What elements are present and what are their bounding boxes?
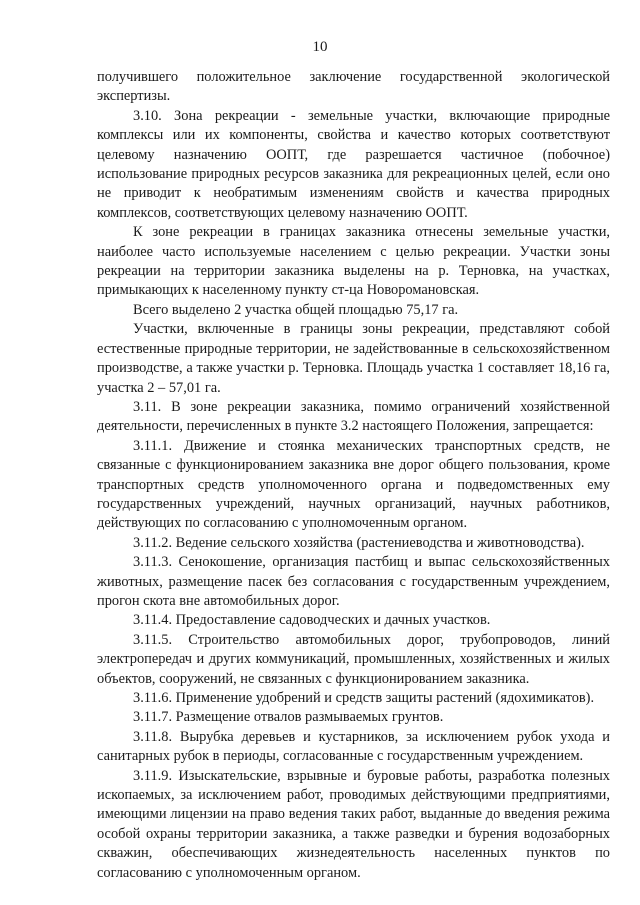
paragraph-recreation-zone-lands: К зоне рекреации в границах заказника отнесены земельные участки, наиболее часто используемые населением с целью рекреации. Участки зоны рекреации на территории заказника выделены на р. Терновка, на участках, примыкающих к населенному пункту ст-ца Новоромановская. — [97, 224, 610, 299]
paragraph-3-11-prohibitions: 3.11. В зоне рекреации заказника, помимо ограничений хозяйственной деятельности, перечисленных в пункте 3.2 настоящего Положения, запрещается: — [97, 398, 610, 435]
paragraph-3-11-1: 3.11.1. Движение и стоянка механических транспортных средств, не связанные с функционированием заказника вне дорог общего пользования, кроме транспортных средств уполномоченного органа и подведомственных ему государственных учреждений, научных организаций, научных работников, действующих по согласованию с уполномоченным органом. — [97, 437, 610, 532]
paragraph-3-11-9: 3.11.9. Изыскательские, взрывные и буровые работы, разработка полезных ископаемых, за исключением работ, проводимых действующими предприятиями, имеющими лицензии на право ведения таких работ, выданные до введения режима особой охраны территории заказника, а также разведки и бурения водозаборных скважин, обеспечивающих жизнедеятельность населенных пунктов по согласованию с уполномоченным органом. — [97, 767, 610, 881]
paragraph-3-11-7: 3.11.7. Размещение отвалов размываемых грунтов. — [133, 709, 444, 726]
page-number: 10 — [312, 39, 328, 55]
paragraph-3-11-6: 3.11.6. Применение удобрений и средств защиты растений (ядохимикатов). — [133, 690, 595, 706]
paragraph-continuation: получившего положительное заключение государственной экологической экспертизы. — [97, 69, 610, 105]
paragraph-3-11-3: 3.11.3. Сенокошение, организация пастбищ и выпас сельскохозяйственных животных, размещение пасек без согласования с государственным учреждением, прогон скота вне автомобильных дорог. — [97, 554, 610, 609]
document-body — [97, 68, 610, 883]
paragraph-3-10-recreation-zone: 3.10. Зона рекреации - земельные участки, включающие природные комплексы или их компоненты, свойства и качество которых соответствуют целевому назначению ООПТ, где разрешается частичное (побочное) использование природных ресурсов заказника для рекреационных целей, если оно не приводит к необратимым изменениям свойств и качества природных комплексов, соответствующих целевому назначению ООПТ. — [97, 107, 610, 221]
paragraph-plots-description: Участки, включенные в границы зоны рекреации, представляют собой естественные природные территории, не задействованные в сельскохозяйственном производстве, а также участки р. Терновка. Площадь участка 1 составляет 18,16 га, участка 2 – 57,01 га. — [97, 321, 610, 396]
paragraph-3-11-4: 3.11.4. Предоставление садоводческих и дачных участков. — [133, 612, 491, 629]
paragraph-3-11-5: 3.11.5. Строительство автомобильных дорог, трубопроводов, линий электропередач и других коммуникаций, промышленных, хозяйственных и жилых объектов, сооружений, не связанных с функционированием заказника. — [97, 631, 610, 687]
paragraph-3-11-8: 3.11.8. Вырубка деревьев и кустарников, за исключением рубок ухода и санитарных рубок в периоды, согласованные с государственным учреждением. — [97, 728, 610, 765]
paragraph-3-11-2: 3.11.2. Ведение сельского хозяйства (растениеводства и животноводства). — [133, 534, 585, 551]
paragraph-total-area: Всего выделено 2 участка общей площадью 75,17 га. — [133, 301, 459, 318]
